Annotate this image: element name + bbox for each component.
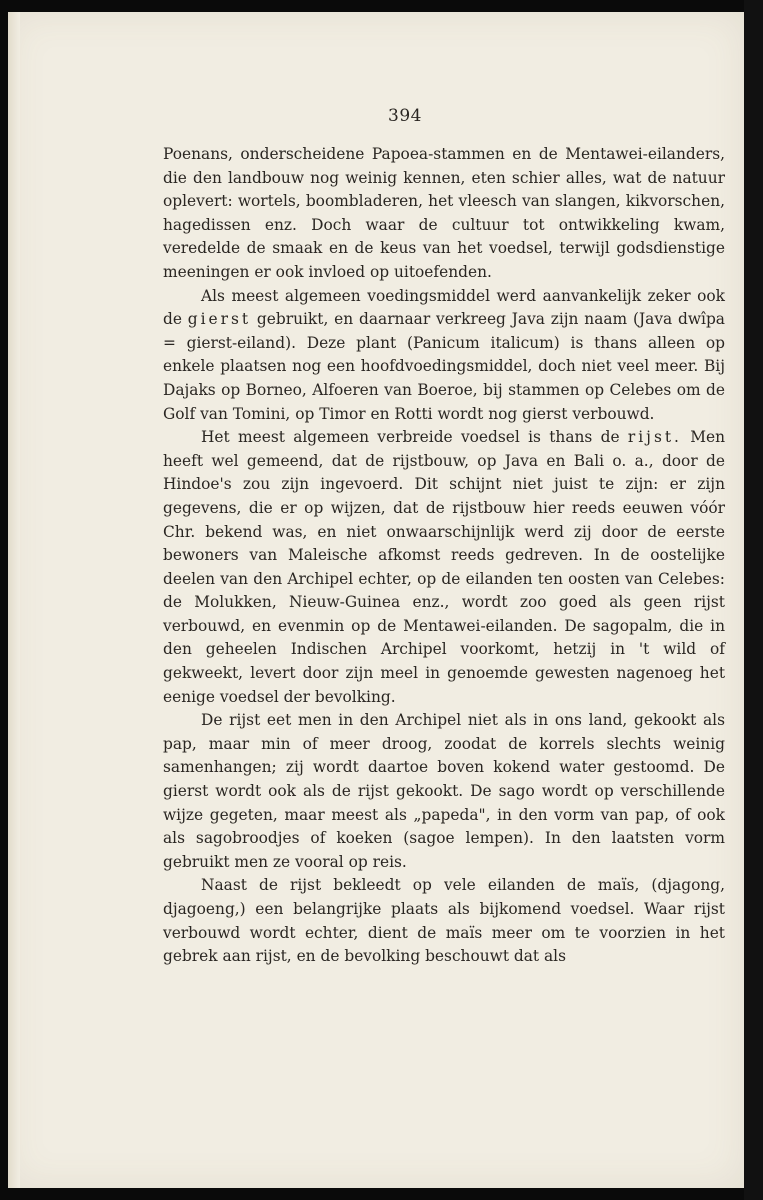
paragraph-text: Naast de rijst bekleedt op vele eilanden de maïs, (djagong, djagoeng,) een belangrijke plaats als bijkomend voedsel. Waar rijst verbouwd wordt echter, dient de maïs meer om te voorzien in het gebrek aan rijst, en de bevolking beschouwt dat als [163,876,725,966]
paragraph-text: gebruikt, en daarnaar verkreeg Java zijn naam (Java dwîpa = gierst-eiland). Deze plant (Panicum italicum) is thans alleen op enkele plaatsen nog een hoofdvoedingsmiddel, doch niet veel meer. Bij Dajaks op Borneo, Alfoeren van Boeroe, bij stammen op Celebes om de Golf van Tomini, op Timor en Rotti wordt nog gierst verbouwd. [163,310,725,423]
paragraph-text: De rijst eet men in den Archipel niet als in ons land, gekookt als pap, maar min of meer droog, zoodat de korrels slechts weinig samenhangen; zij wordt daartoe boven kokend water gestoomd. De gierst wordt ook als de rijst gekookt. De sago wordt op verschillende wijze gegeten, maar meest als „papeda", in den vorm van pap, of ook als sagobroodjes of koeken (sagoe lempen). In den laatsten vorm gebruikt men ze vooral op reis. [163,711,725,871]
paragraph-text: Als meest algemeen voedingsmiddel werd aanvankelijk zeker ook de [163,286,725,329]
paragraph [163,143,725,285]
paragraph-text: Men heeft wel gemeend, dat de rijstbouw, op Java en Bali o. a., door de Hindoe's zou zijn ingevoerd. Dit schijnt niet juist te zijn: er zijn gegevens, die er op wijzen, dat de rijstbouw hier reeds eeuwen vóór Chr. bekend was, en niet onwaarschijnlijk werd zij door de eerste bewoners van Maleische afkomst reeds gedreven. In de oostelijke deelen van den Archipel echter, op de eilanden ten oosten van Celebes: de Molukken, Nieuw-Guinea enz., wordt zoo goed als geen rijst verbouwd, en evenmin op de Mentawei-eilanden. De sagopalm, die in den geheelen Indischen Archipel voorkomt, hetzij in 't wild of gekweekt, levert door zijn meel in genoemde gewesten nagenoeg het eenige voedsel der bevolking. [163,428,726,706]
body-text [163,143,725,969]
paragraph-text: Poenans, onderscheidene Papoea-stammen en de Mentawei-eilanders, die den landbouw nog weinig kennen, eten schier alles, wat de natuur oplevert: wortels, boombladeren, het vleesch van slangen, kikvorschen, hagedissen enz. Doch waar de cultuur tot ontwikkeling kwam, veredelde de smaak en de keus van het voedsel, terwijl godsdienstige meeningen er ook invloed op uitoefenden. [163,145,725,281]
paragraph [163,874,725,968]
page-number: 394 [388,106,422,126]
emphasized-term: gierst [187,310,252,329]
page-binding-edge [8,12,20,1188]
paragraph [163,285,725,427]
paragraph-text: Het meest algemeen verbreide voedsel is thans de [201,428,628,447]
paragraph [163,709,725,874]
emphasized-term: rijst. [627,428,682,447]
scan-border [744,0,763,1200]
paragraph [163,426,725,709]
